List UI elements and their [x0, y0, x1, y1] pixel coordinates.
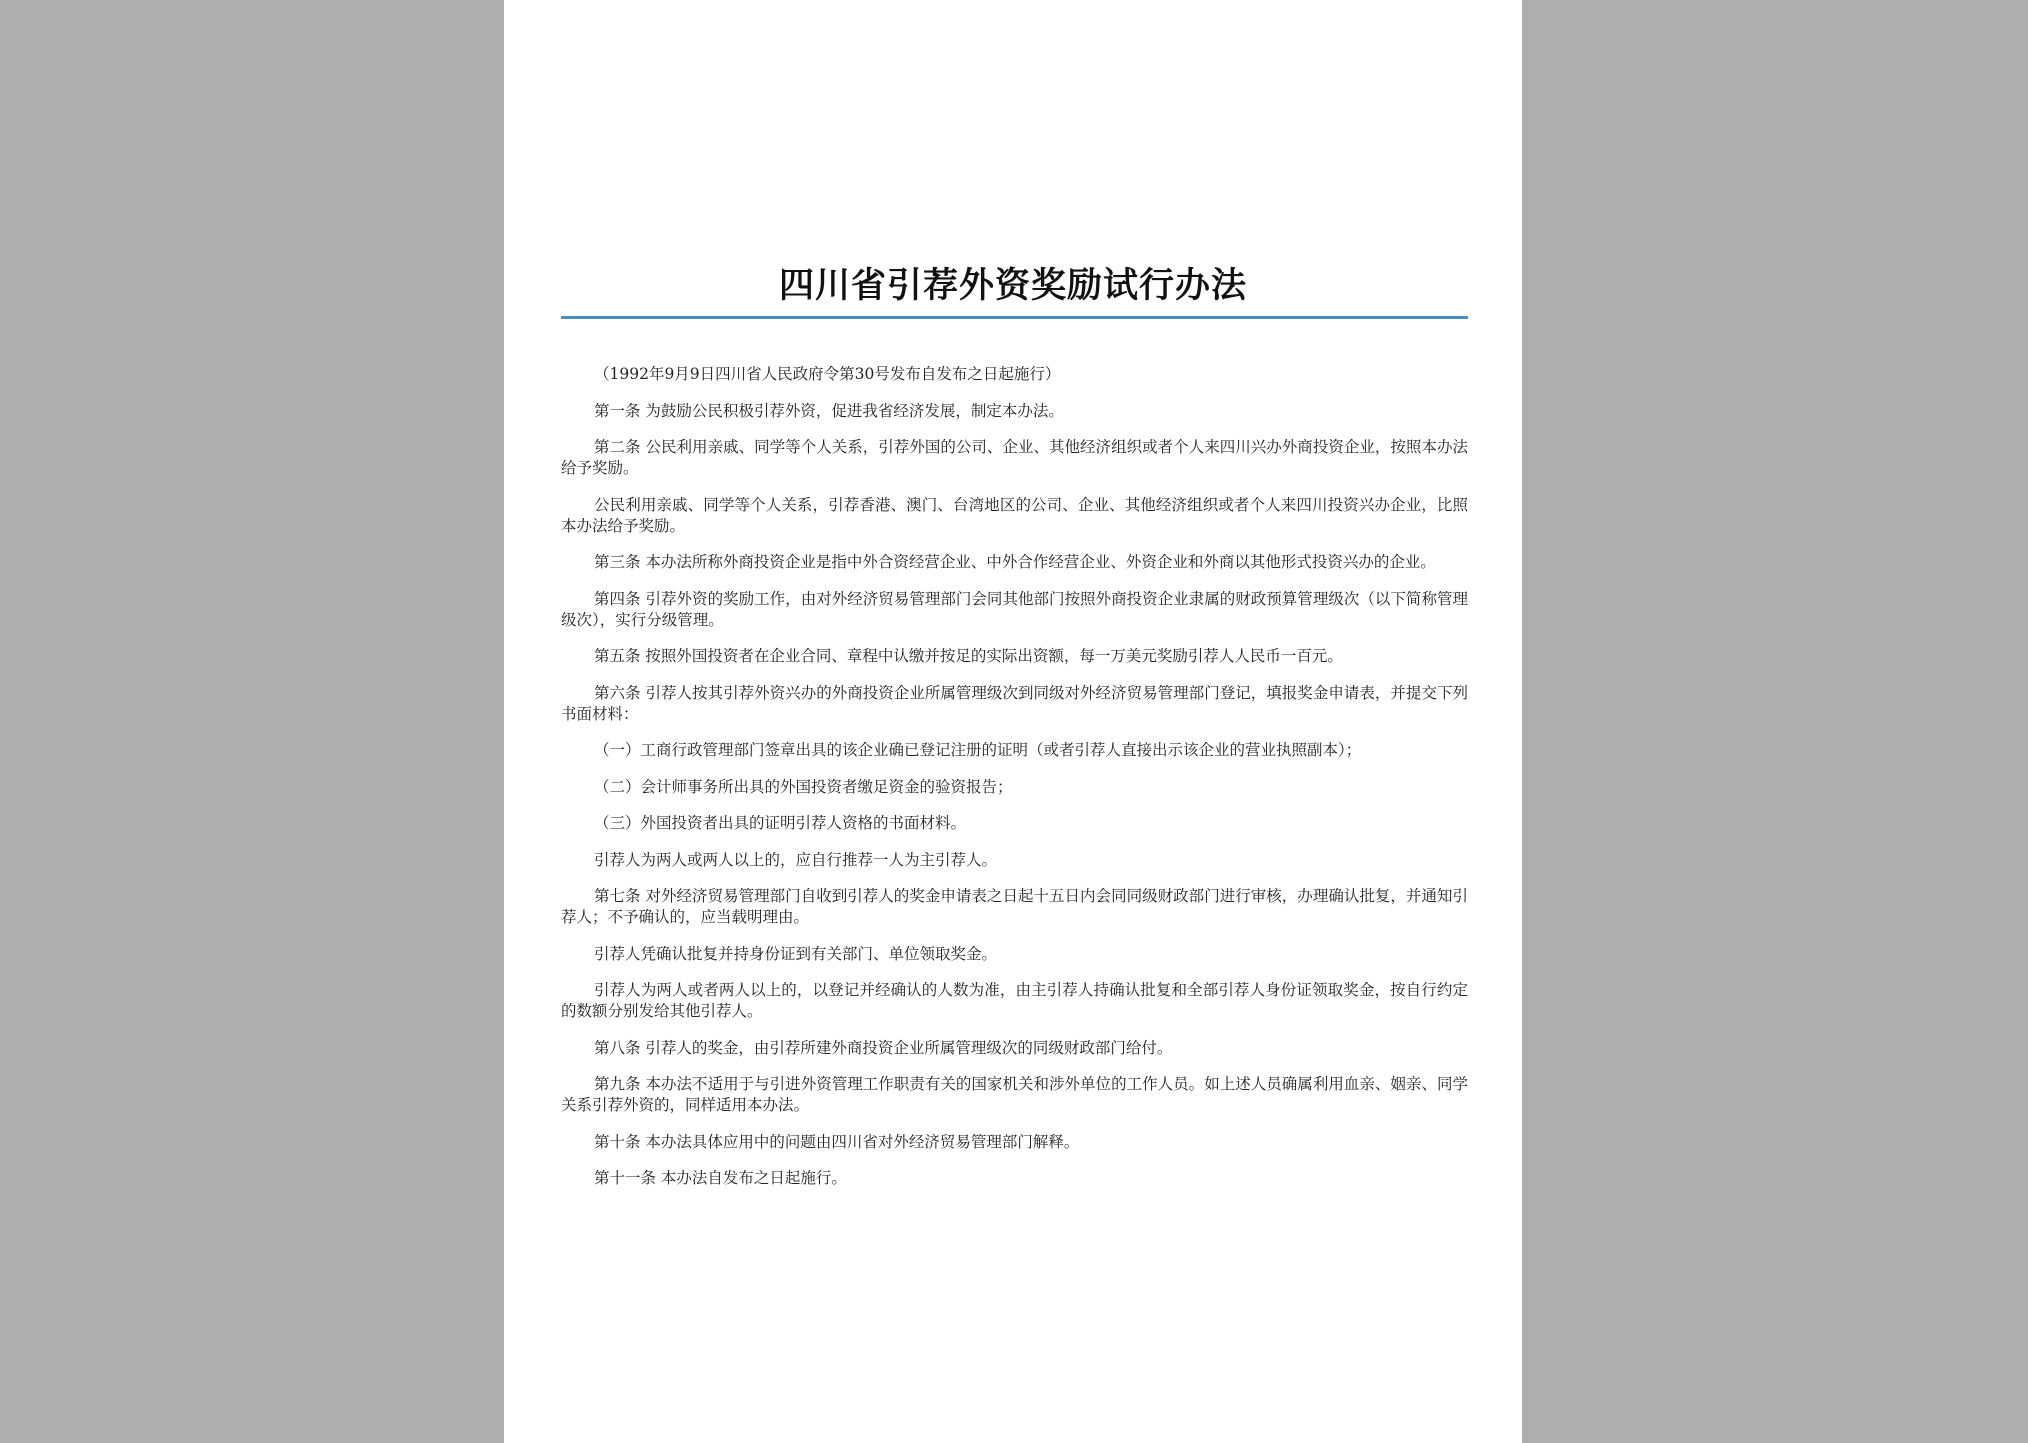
- paragraph-article-7: 第七条 对外经济贸易管理部门自收到引荐人的奖金申请表之日起十五日内会同同级财政部门进行审核，办理确认批复，并通知引荐人；不予确认的，应当载明理由。: [561, 887, 1468, 926]
- paragraph-article-6-part-2: 引荐人为两人或两人以上的，应自行推荐一人为主引荐人。: [594, 850, 998, 869]
- paragraph-article-10: 第十条 本办法具体应用中的问题由四川省对外经济贸易管理部门解释。: [594, 1132, 1080, 1151]
- document-page: [504, 0, 1522, 1443]
- paragraph-item-3: （三）外国投资者出具的证明引荐人资格的书面材料。: [594, 814, 967, 832]
- paragraph-article-5: 第五条 按照外国投资者在企业合同、章程中认缴并按足的实际出资额，每一万美元奖励引荐人人民币一百元。: [594, 647, 1343, 665]
- paragraph-article-2-part-2: 公民利用亲戚、同学等个人关系，引荐香港、澳门、台湾地区的公司、企业、其他经济组织或者个人来四川投资兴办企业，比照本办法给予奖励。: [561, 495, 1468, 535]
- paragraph-item-1: （一）工商行政管理部门签章出具的该企业确已登记注册的证明（或者引荐人直接出示该企业的营业执照副本）；: [594, 741, 1362, 759]
- paragraph-article-7-part-3: 引荐人为两人或者两人以上的，以登记并经确认的人数为准，由主引荐人持确认批复和全部引荐人身份证领取奖金，按自行约定的数额分别发给其他引荐人。: [561, 981, 1468, 1020]
- document-title: 四川省引荐外资奖励试行办法: [778, 265, 1247, 306]
- paragraph-item-2: （二）会计师事务所出具的外国投资者缴足资金的验资报告；: [594, 777, 1013, 796]
- paragraph-article-4: 第四条 引荐外资的奖励工作，由对外经济贸易管理部门会同其他部门按照外商投资企业隶属的财政预算管理级次（以下简称管理级次），实行分级管理。: [561, 589, 1468, 629]
- paragraph-article-8: 第八条 引荐人的奖金，由引荐所建外商投资企业所属管理级次的同级财政部门给付。: [594, 1038, 1173, 1057]
- paragraph-article-7-part-2: 引荐人凭确认批复并持身份证到有关部门、单位领取奖金。: [594, 944, 998, 963]
- paragraph-article-9: 第九条 本办法不适用于与引进外资管理工作职责有关的国家机关和涉外单位的工作人员。如上述人员确属利用血亲、姻亲、同学关系引荐外资的，同样适用本办法。: [561, 1075, 1468, 1114]
- document-body: [561, 364, 1468, 1205]
- title-divider: [561, 316, 1468, 319]
- paragraph-article-2: 第二条 公民利用亲戚、同学等个人关系，引荐外国的公司、企业、其他经济组织或者个人来四川兴办外商投资企业，按照本办法给予奖励。: [561, 438, 1468, 477]
- paragraph-article-1: 第一条 为鼓励公民积极引荐外资，促进我省经济发展，制定本办法。: [594, 401, 1064, 420]
- paragraph-article-11: 第十一条 本办法自发布之日起施行。: [594, 1169, 847, 1187]
- paragraph-article-3: 第三条 本办法所称外商投资企业是指中外合资经营企业、中外合作经营企业、外资企业和外商以其他形式投资兴办的企业。: [594, 553, 1436, 571]
- paragraph-issuance-note: （1992年9月9日四川省人民政府令第30号发布自发布之日起施行）: [594, 365, 1061, 383]
- paragraph-article-6: 第六条 引荐人按其引荐外资兴办的外商投资企业所属管理级次到同级对外经济贸易管理部门登记，填报奖金申请表，并提交下列书面材料：: [561, 683, 1468, 723]
